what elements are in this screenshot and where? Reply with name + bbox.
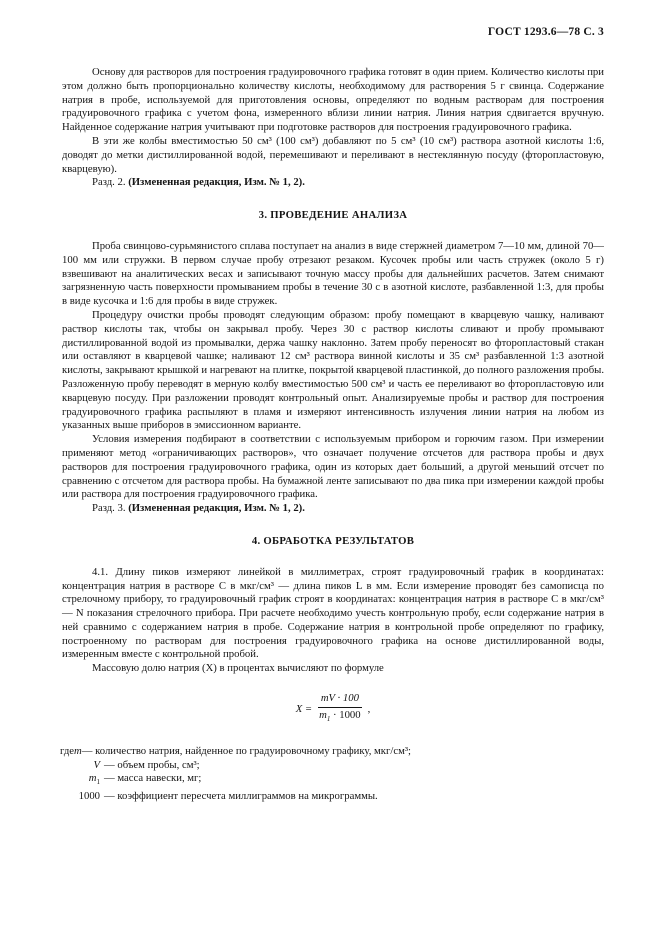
legend-text: — объем пробы, см³; xyxy=(104,758,200,771)
document-body xyxy=(62,66,604,804)
legend-symbol: V xyxy=(93,758,100,771)
paragraph: Проба свинцово-сурьмянистого сплава поступает на анализ в виде стержней диаметром 7—10 мм, длиной 70—100 мм или стружки. В первом случае пробу отрезают резаком. Кусочек пробы или часть стружек (около 5 г) взвешивают на аналитических весах и записывают точную массу пробы для дальнейших расчетов. Затем снимают загрязненную часть поверхности промыванием пробы в течение 30 с в азотной кислоте, разбавленной 1:3, для пробы в виде кусочка и 1:6 для пробы в виде стружек. xyxy=(62,239,604,308)
amendment-note xyxy=(62,176,604,190)
legend-text: — коэффициент пересчета миллиграммов на микрограммы. xyxy=(104,790,378,803)
formula-denominator xyxy=(316,708,364,727)
legend-lead: где xyxy=(60,744,75,757)
note-prefix: Разд. 2. xyxy=(92,176,129,189)
legend-symbol: 1000 xyxy=(78,790,100,803)
legend-row xyxy=(62,772,604,790)
note-prefix: Разд. 3. xyxy=(92,502,129,515)
denominator-sub: 1 xyxy=(326,715,331,724)
denominator-var: m xyxy=(319,708,327,721)
paragraph: Условия измерения подбирают в соответствии с используемым прибором и горючим газом. При измерении применяют метод «ограничивающих растворов», что означает получение отсчетов для раствора пробы и двух растворов для построения градуировочного графика, один из которых дает больший, а другой меньший отсчет по сравнению с отсчетом для раствора пробы. На бумажной ленте записывают по два пика при измерении каждой пробы или раствора для построения градуировочного графика. xyxy=(62,433,604,501)
legend-symbol: m xyxy=(88,772,97,785)
section-3-title: 3. ПРОВЕДЕНИЕ АНАЛИЗА xyxy=(258,209,408,222)
formula-fraction xyxy=(316,692,364,727)
paragraph: Массовую долю натрия (X) в процентах вычисляют по формуле xyxy=(92,662,384,675)
formula xyxy=(62,692,604,727)
formula-tail: , xyxy=(367,702,371,715)
formula-numerator: mV · 100 xyxy=(318,692,362,708)
legend-row xyxy=(62,759,604,773)
section-4-title: 4. ОБРАБОТКА РЕЗУЛЬТАТОВ xyxy=(251,534,415,547)
paragraph: Процедуру очистки пробы проводят следующим образом: пробу помещают в кварцевую чашку, наливают раствор кислоты так, чтобы он закрывал пробу. Через 30 с раствор кислоты сливают и пробу промывают дистиллированной водой из промывалки, держа чашку наклонно. Затем пробу переносят во фторопластовый стакан или оставляют в кварцевой чашке; наливают 12 см³ раствора винной кислоты и 35 см³ разбавленной 1:3 азотной кислоты, закрывают крышкой и нагревают на плитке, покрытой кварцевой пластинкой, до полного разложения пробы. Разложенную пробу переводят в мерную колбу вместимостью 500 см³ и часть ее переливают во фторопластовую или кварцевую посуду. При разложении проводят контрольный опыт. Анализируемые пробы и раствор для построения градуировочного графика распыляют в пламя и измеряют интенсивность излучения линии натрия на любом из указанных выше приборов в эмиссионном варианте. xyxy=(62,308,604,432)
legend-symbol: m xyxy=(74,744,82,757)
legend-text: — масса навески, мг; xyxy=(104,772,202,785)
legend-symbol-sub: 1 xyxy=(96,778,100,787)
legend-text: — количество натрия, найденное по градуировочному графику, мкг/см³; xyxy=(81,744,412,757)
amendment-note xyxy=(62,502,604,516)
paragraph: 4.1. Длину пиков измеряют линейкой в миллиметрах, строят градуировочный график в координатах: концентрация натрия в растворе C в мкг/см³ — длина пиков L в мм. Если измерение проводят без самописца по стрелочному прибору, то градуировочный график строят в координатах: концентрация натрия в растворе C в мкг/см³ — N показания стрелочного прибора. При расчете необходимо учесть контрольную пробу, если содержание натрия в ней сравнимо с содержанием натрия в пробе. Содержание натрия в контрольной пробе определяют по графику, построенному по растворам для построения градуировочного графика на основе дистиллированной воды, измеренным вместе с контрольной пробой. xyxy=(62,565,604,661)
page-header: ГОСТ 1293.6—78 С. 3 xyxy=(487,26,604,38)
legend-row xyxy=(62,790,604,804)
note-bold: (Измененная редакция, Изм. № 1, 2). xyxy=(128,176,305,189)
formula-lhs: X = xyxy=(295,702,313,715)
denominator-rest: · 1000 xyxy=(330,708,361,721)
note-bold: (Измененная редакция, Изм. № 1, 2). xyxy=(128,502,305,515)
paragraph: В эти же колбы вместимостью 50 см³ (100 см³) добавляют по 5 см³ (10 см³) раствора азотной кислоты 1:6, доводят до метки дистиллированной водой, перемешивают и переливают в нестеклянную посуду (фторопластовую, кварцевую). xyxy=(62,134,604,175)
legend-row xyxy=(62,745,604,759)
legend xyxy=(62,745,604,804)
paragraph: Основу для растворов для построения градуировочного графика готовят в один прием. Количество кислоты при этом должно быть пропорционально количеству кислоты, необходимому для растворения 5 г свинца. Содержание натрия в пробе, используемой для приготовления основы, определяют по водным растворам для построения градуировочного графика с учетом фона, измеренного вблизи линии натрия. Линия натрия сдвигается вручную. Найденное содержание натрия учитывают при подготовке растворов для построения градуировочного графика. xyxy=(62,66,604,134)
